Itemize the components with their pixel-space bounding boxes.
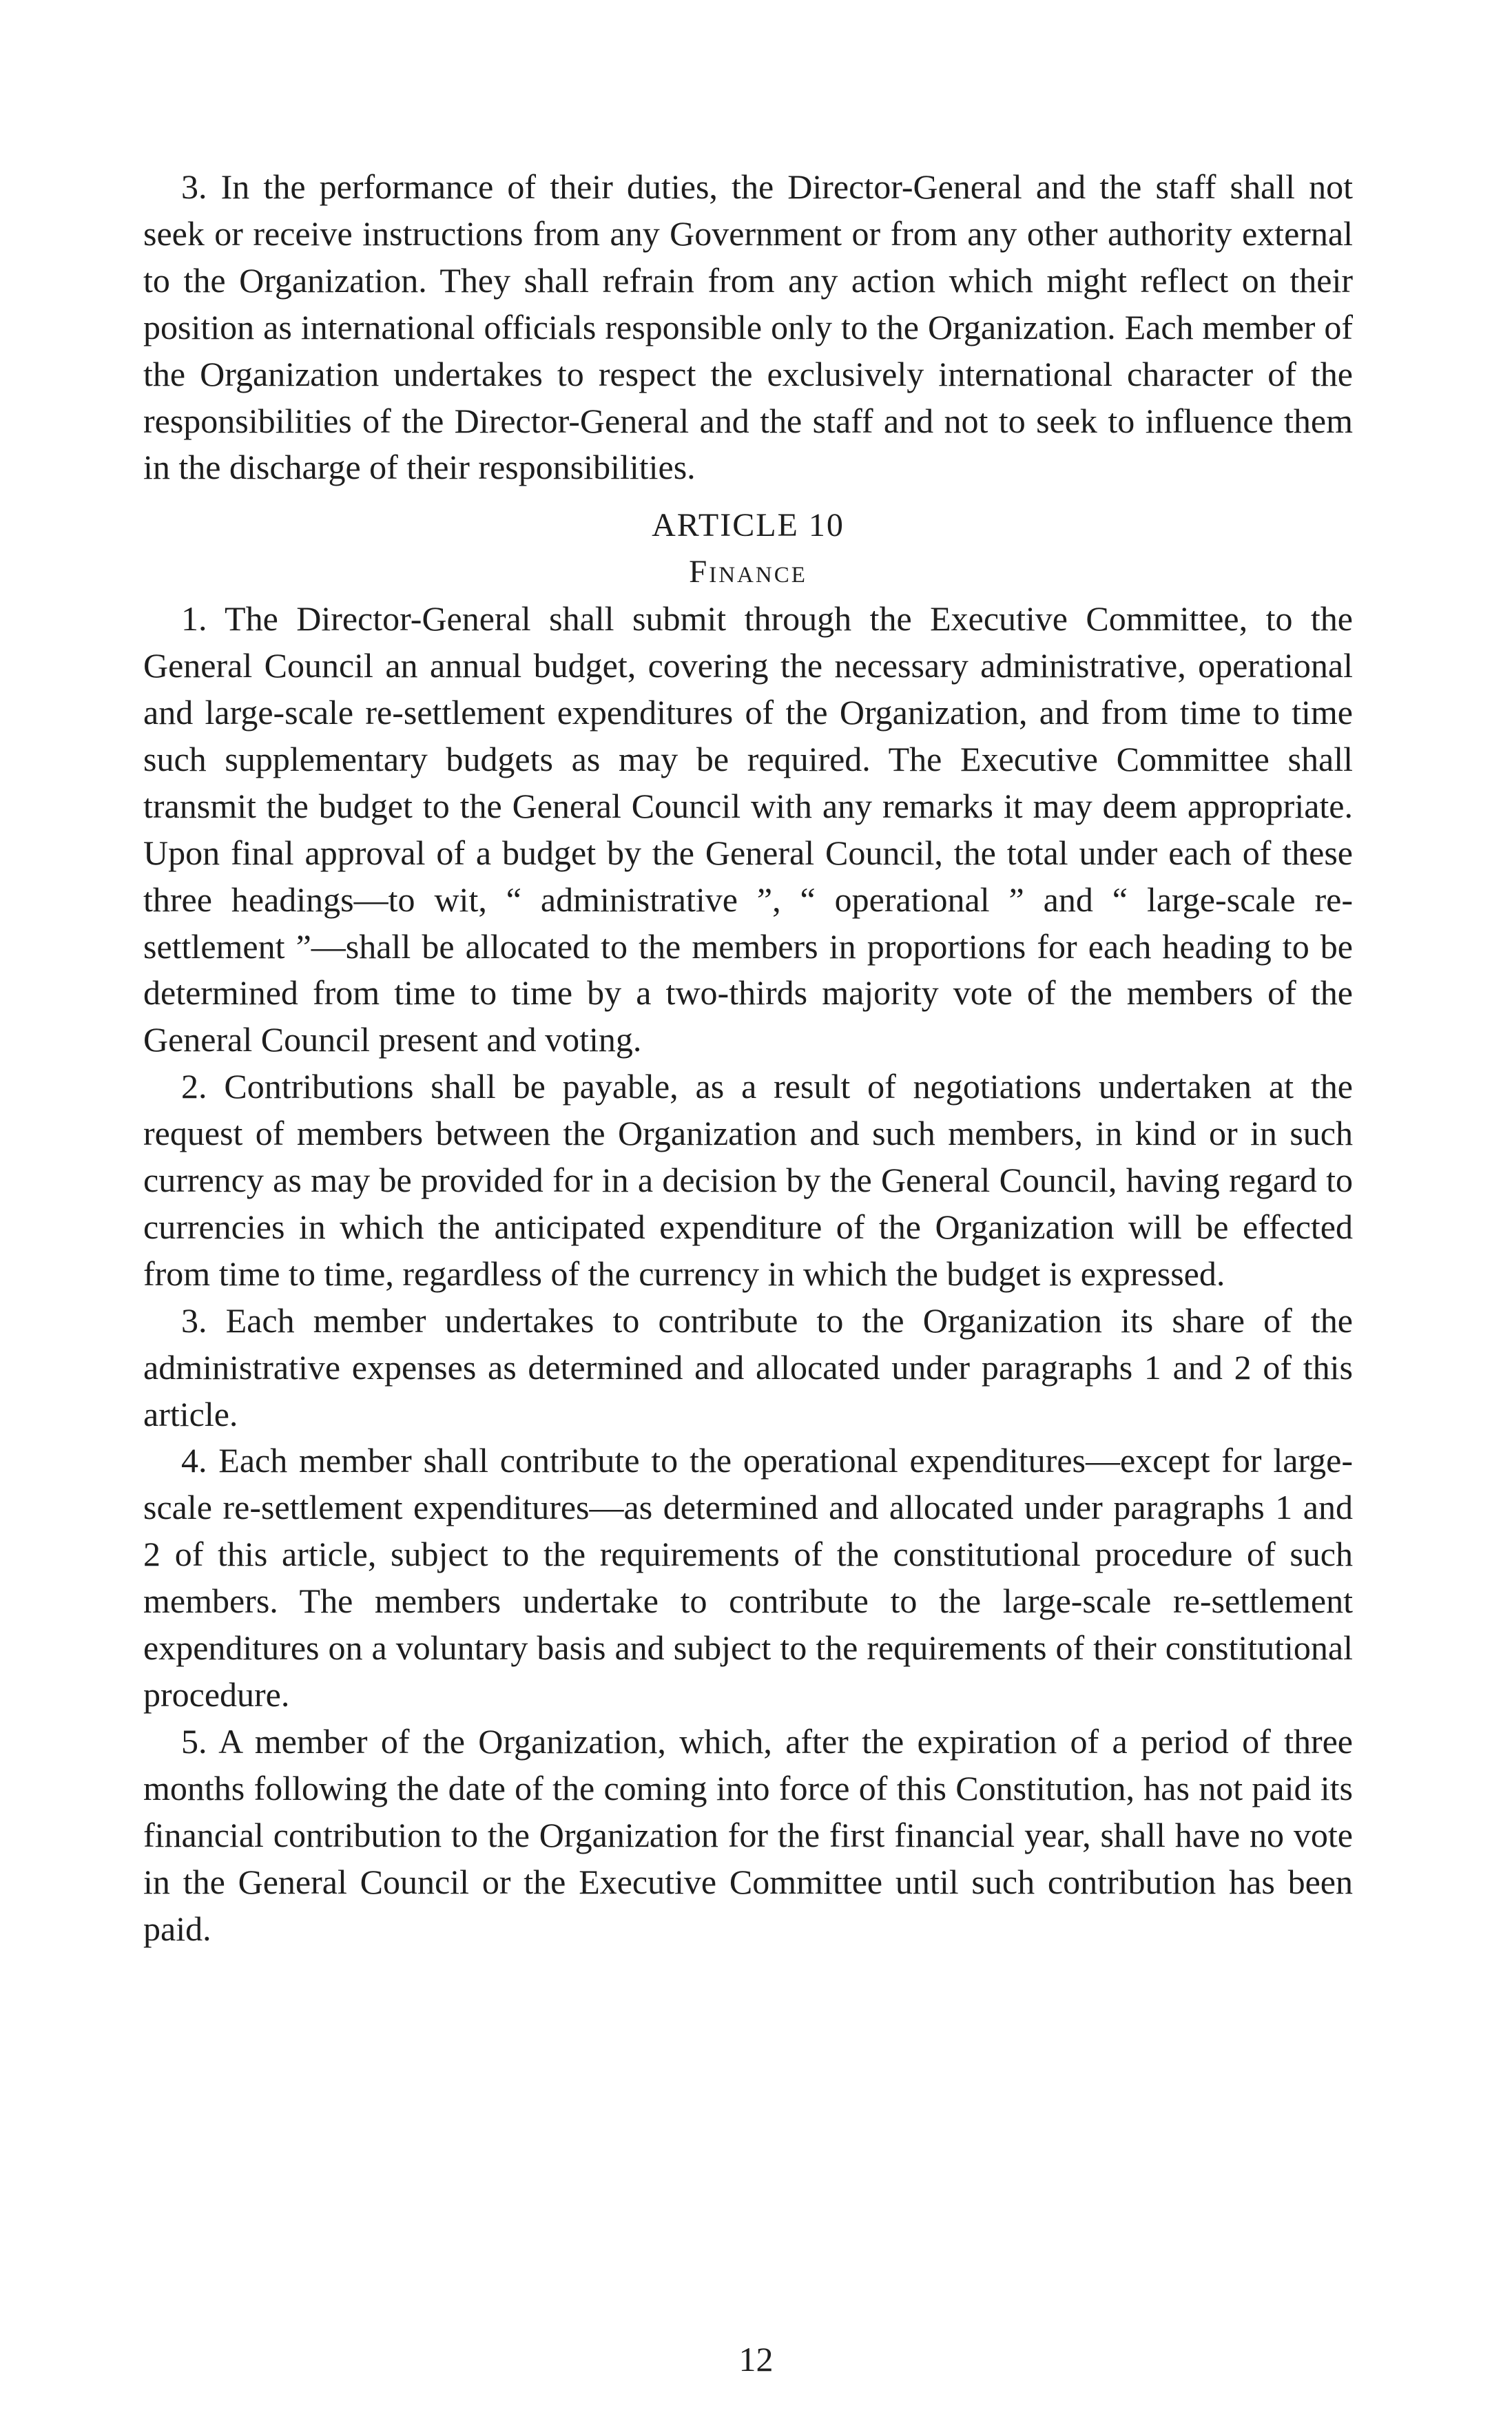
- paragraph-operational-expenditures: 4. Each member shall contribute to the operational expenditures—except for large-scale re-settlement expenditures—as determined and allocated under paragraphs 1 and 2 of this article, subject to the requirements of the constitutional procedure of such members. The members undertake to contribute to the large-scale re-settlement expenditures on a voluntary basis and subject to the requirements of their constitutional procedure.: [143, 1441, 1353, 1714]
- paragraph-staff-duties: 3. In the performance of their duties, the Director-General and the staff shall not seek or receive instructions from any Government or from any other authority external to the Organization. They shall refrain from any action which might reflect on their position as international officials responsible only to the Organization. Each member of the Organization undertakes to respect the exclusively international character of the responsibilities of the Director-General and the staff and not to seek to influence them in the discharge of their responsibilities.: [143, 167, 1353, 487]
- body-text: [143, 164, 1353, 1952]
- paragraph-administrative-share: 3. Each member undertakes to contribute to the Organization its share of the administrative expenses as determined and allocated under paragraphs 1 and 2 of this article.: [143, 1301, 1353, 1433]
- paragraph-budget: 1. The Director-General shall submit through the Executive Committee, to the General Council an annual budget, covering the necessary administrative, operational and large-scale re-settlement expenditures of the Organization, and from time to time such supplementary budgets as may be required. The Executive Committee shall transmit the budget to the General Council with any remarks it may deem appropriate. Upon final approval of a budget by the General Council, the total under each of these three headings—to wit, “ administrative ”, “ operational ” and “ large-scale re-settlement ”—shall be allocated to the members in proportions for each heading to be determined from time to time by a two-thirds majority vote of the members of the General Council present and voting.: [143, 599, 1353, 1059]
- paragraph-contributions: 2. Contributions shall be payable, as a result of negotiations undertaken at the request of members between the Organization and such members, in kind or in such currency as may be provided for in a decision by the General Council, having regard to currencies in which the anticipated expenditure of the Organization will be effected from time to time, regardless of the currency in which the budget is expressed.: [143, 1067, 1353, 1293]
- page-number: 12: [738, 2340, 774, 2379]
- paragraph-voting-suspension: 5. A member of the Organization, which, after the expiration of a period of three months following the date of the coming into force of this Constitution, has not paid its financial contribution to the Organization for the first financial year, shall have no vote in the General Council or the Executive Committee until such contribution has been paid.: [143, 1721, 1353, 1948]
- article-heading: ARTICLE 10: [652, 507, 845, 544]
- article-subheading: Finance: [689, 554, 807, 590]
